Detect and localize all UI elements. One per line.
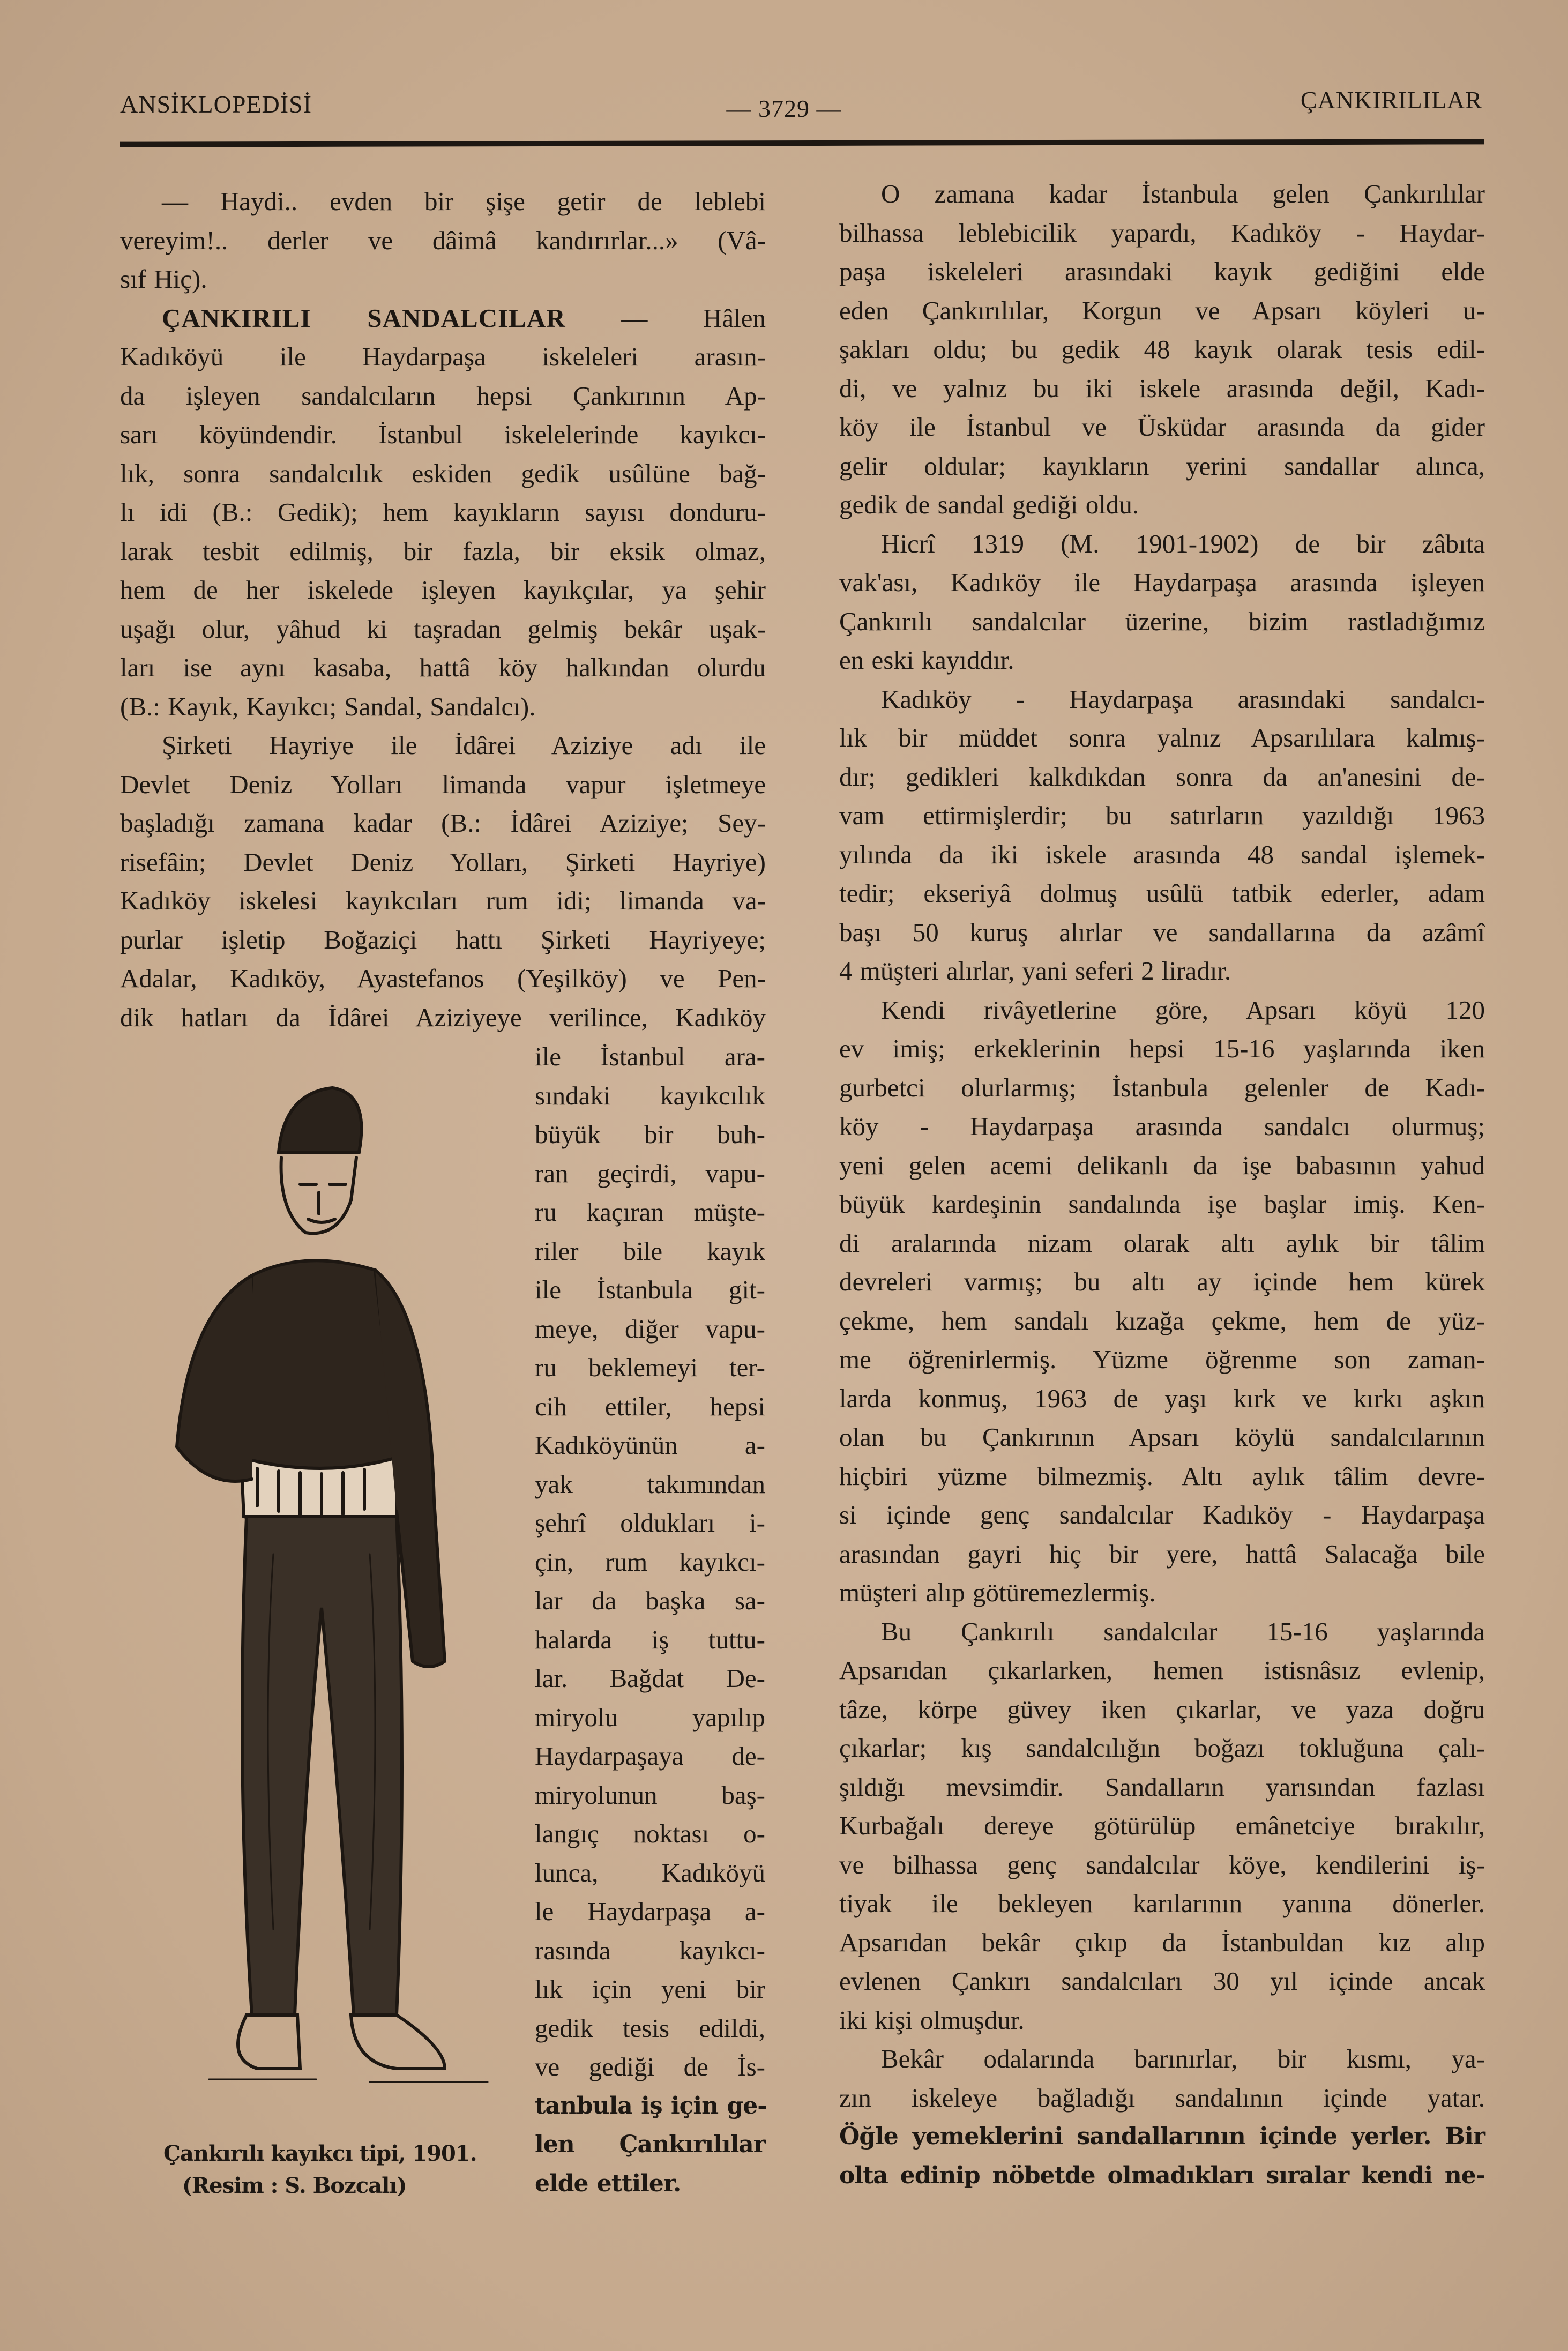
- page-number: — 3729 —: [726, 95, 842, 122]
- text-line: Bu Çankırılı sandalcılar 15-16 yaşlarında: [881, 1616, 1485, 1646]
- text-line: Kadıköy - Haydarpaşa arasındaki sandalcı-: [881, 684, 1485, 714]
- text-line: şıldığı mevsimdir. Sandalların yarısından fazlası: [839, 1772, 1485, 1802]
- text-line: miryolunun baş-: [535, 1780, 765, 1810]
- text-line: len Çankırılılar: [535, 2131, 765, 2158]
- paragraph: [839, 2040, 1485, 2195]
- text-line: Bekâr odalarında barınırlar, bir kısmı, ya-: [881, 2044, 1485, 2073]
- paragraph: [839, 175, 1485, 525]
- paragraph: [839, 680, 1485, 991]
- text-line: tedir; ekseriyâ dolmuş usûlü tatbik ederler, adam: [839, 878, 1485, 908]
- text-line: çekme, hem sandalı kızağa çekme, hem de yüz-: [839, 1305, 1485, 1335]
- text-line: dik hatları da İdârei Aziziyeye verilince, Kadıköy: [120, 1002, 766, 1032]
- text-line: di, ve yalnız bu iki iskele arasında değil, Kadı-: [839, 373, 1485, 403]
- text-line: bilhassa leblebicilik yapardı, Kadıköy - Haydar-: [839, 218, 1485, 248]
- text-line: olan bu Çankırının Apsarı köylü sandalcılarının: [839, 1422, 1485, 1452]
- text-line: riler bile kayık: [535, 1236, 765, 1266]
- text-line: Apsarıdan bekâr çıkıp da İstanbuldan kız alıp: [839, 1927, 1485, 1957]
- text-line: Hicrî 1319 (M. 1901-1902) de bir zâbıta: [881, 528, 1485, 558]
- text-line: Kadıköyü ile Haydarpaşa iskeleleri arasın-: [120, 342, 766, 371]
- text-line: Haydarpaşaya de-: [535, 1741, 765, 1771]
- text-line: ru beklemeyi ter-: [535, 1353, 765, 1382]
- text-line: vak'ası, Kadıköy ile Haydarpaşa arasında işleyen: [839, 568, 1485, 597]
- text-line: müşteri alıp götüremezlermiş.: [839, 1578, 1156, 1607]
- text-line: Şirketi Hayriye ile İdârei Aziziye adı ile: [162, 730, 766, 760]
- text-line: lık için yeni bir: [535, 1974, 765, 2004]
- text-line: Kadıköyünün a-: [535, 1430, 765, 1460]
- text-line: Kendi rivâyetlerine göre, Apsarı köyü 120: [881, 995, 1485, 1025]
- text-line: olta edinip nöbetde olmadıkları sıralar kendi ne-: [839, 2161, 1485, 2189]
- text-line: O zamana kadar İstanbula gelen Çankırılılar: [881, 179, 1485, 208]
- text-line: dır; gedikleri kalkdıkdan sonra da an'anesini de-: [839, 762, 1485, 792]
- boatman-illustration: [145, 1072, 520, 2117]
- text-line: meye, diğer vapu-: [535, 1313, 765, 1344]
- text-line: larak tesbit edilmiş, bir fazla, bir eksik olmaz,: [120, 536, 766, 566]
- text-line: rasında kayıkcı-: [535, 1935, 765, 1965]
- text-line: arasından gayri hiç bir yere, hattâ Salacağa bile: [839, 1539, 1485, 1569]
- text-line: lunca, Kadıköyü: [535, 1857, 765, 1887]
- text-line: zın iskeleye bağladığı sandalının içinde yatar.: [839, 2083, 1485, 2113]
- text-line: ları ise aynı kasaba, hattâ köy halkından olurdu: [120, 653, 766, 682]
- text-line: evlenen Çankırı sandalcıları 30 yıl içinde ancak: [839, 1966, 1485, 1996]
- header-rule: [120, 139, 1484, 147]
- text-line: vereyim!.. derler ve dâimâ kandırırlar...» (Vâ-: [120, 225, 766, 255]
- left-column: [120, 182, 766, 1037]
- paragraph: [839, 1613, 1485, 2040]
- paragraph: [120, 726, 766, 1037]
- paragraph: [535, 1038, 765, 2203]
- article-heading: ÇANKIRILI SANDALCILAR: [162, 303, 566, 333]
- text-line: halarda iş tuttu-: [535, 1624, 765, 1654]
- text-line: si içinde genç sandalcılar Kadıköy - Haydarpaşa: [839, 1500, 1485, 1529]
- text-line: Devlet Deniz Yolları limanda vapur işletmeye: [120, 769, 766, 799]
- right-column: [839, 175, 1485, 2195]
- text-line: ile İstanbul ara-: [535, 1042, 765, 1071]
- text-line: miryolu yapılıp: [535, 1702, 765, 1732]
- text-line: [120, 299, 766, 338]
- text-line: eden Çankırılılar, Korgun ve Apsarı köyleri u-: [839, 295, 1485, 325]
- text-line: ve bilhassa genç sandalcılar köye, kendilerini iş-: [839, 1849, 1485, 1879]
- text-line: lık bir müddet sonra yalnız Apsarılılara kalmış-: [839, 723, 1485, 752]
- text-line: le Haydarpaşa a-: [535, 1897, 765, 1926]
- text-line: gelir oldular; kayıkların yerini sandallar alınca,: [839, 451, 1485, 481]
- text-line: şehrî oldukları i-: [535, 1508, 765, 1538]
- text-line: — Haydi.. evden bir şişe getir de leblebi: [162, 186, 766, 216]
- text-line: di aralarında nizam olarak altı aylık bir tâlim: [839, 1228, 1485, 1258]
- narrow-column-beside-illustration: [535, 1038, 765, 2203]
- paragraph: [839, 991, 1485, 1613]
- text-line: da işleyen sandalcıların hepsi Çankırının Ap-: [120, 380, 766, 411]
- text-line: tâze, körpe güvey iken çıkarlar, ve yaza doğru: [839, 1694, 1485, 1724]
- text-line: gedik de sandal gediği oldu.: [839, 490, 1139, 519]
- text-line: langıç noktası o-: [535, 1819, 765, 1848]
- text-line: tiyak ile bekleyen karılarının yanına dönerler.: [839, 1889, 1485, 1918]
- text-line: yak takımından: [535, 1469, 765, 1499]
- text-line: cih ettiler, hepsi: [535, 1391, 765, 1421]
- text-line: köy - Haydarpaşa arasında sandalcı olurmuş;: [839, 1111, 1485, 1141]
- text-line: iki kişi olmuşdur.: [839, 2005, 1025, 2035]
- text-line: gurbetci olurlarmış; İstanbula gelenler de Kadı-: [839, 1072, 1485, 1102]
- text-line: ile İstanbula git-: [535, 1275, 765, 1304]
- text-line: Öğle yemeklerini sandallarının içinde yerler. Bir: [839, 2123, 1485, 2150]
- text-line: çin, rum kayıkcı-: [535, 1547, 765, 1577]
- running-header-right: ÇANKIRILILAR: [1300, 86, 1482, 114]
- text-line: uşağı olur, yâhud ki taşradan gelmiş bekâr uşak-: [120, 614, 766, 644]
- text-line: Adalar, Kadıköy, Ayastefanos (Yeşilköy) ve Pen-: [120, 964, 766, 993]
- text-line: (B.: Kayık, Kayıkcı; Sandal, Sandalcı).: [120, 691, 536, 721]
- text-line: hem de her iskelede işleyen kayıkçılar, ya şehir: [120, 575, 766, 604]
- text-line: çıkarlar; kış sandalcılığın boğazı tokluğuna çalı-: [839, 1733, 1485, 1763]
- text-line: purlar işletip Boğaziçi hattı Şirketi Hayriyeye;: [120, 924, 766, 954]
- text-line: köy ile İstanbul ve Üsküdar arasında da gider: [839, 412, 1485, 442]
- text-line: başı 50 kuruş alırlar ve sandallarına da azâmî: [839, 917, 1485, 947]
- text-line: yılında da iki iskele arasında 48 sandal işlemek-: [839, 839, 1485, 869]
- text-line: risefâin; Devlet Deniz Yolları, Şirketi Hayriye): [120, 847, 766, 877]
- text-span: — Hâlen: [621, 303, 766, 333]
- paragraph: [120, 182, 766, 299]
- text-line: devreleri varmış; bu altı ay içinde hem kürek: [839, 1267, 1485, 1296]
- running-header-left: ANSİKLOPEDİSİ: [120, 91, 312, 118]
- text-line: Apsarıdan çıkarlarken, hemen istisnâsız evlenip,: [839, 1655, 1485, 1685]
- text-line: 4 müşteri alırlar, yani seferi 2 liradır.: [839, 956, 1231, 986]
- text-line: lar da başka sa-: [535, 1586, 765, 1615]
- text-line: me öğrenirlermiş. Yüzme öğrenme son zaman-: [839, 1345, 1485, 1374]
- text-line: yeni gelen acemi delikanlı da işe babasının yahud: [839, 1150, 1485, 1180]
- text-line: başladığı zamana kadar (B.: İdârei Aziziye; Sey-: [120, 808, 766, 838]
- text-line: hiçbiri yüzme bilmezmiş. Altı aylık tâlim devre-: [839, 1461, 1485, 1491]
- text-line: lık, sonra sandalcılık eskiden gedik usûlüne bağ-: [120, 458, 766, 488]
- text-line: şakları oldu; bu gedik 48 kayık olarak tesis edil-: [839, 334, 1485, 364]
- text-line: lar. Bağdat De-: [535, 1663, 765, 1693]
- text-line: elde ettiler.: [535, 2169, 681, 2197]
- paragraph: [839, 525, 1485, 680]
- text-line: ev imiş; erkeklerinin hepsi 15-16 yaşlarında iken: [839, 1034, 1485, 1063]
- text-line: ve gediği de İs-: [535, 2052, 765, 2081]
- paragraph: [120, 299, 766, 727]
- illustration-credit: (Resim : S. Bozcalı): [182, 2173, 407, 2198]
- text-line: larda konmuş, 1963 de yaşı kırk ve kırkı aşkın: [839, 1383, 1485, 1413]
- text-line: en eski kayıddır.: [839, 645, 1014, 675]
- text-line: ru kaçıran müşte-: [535, 1197, 765, 1227]
- text-line: Çankırılı sandalcılar üzerine, bizim rastladığımız: [839, 606, 1485, 636]
- text-line: sıf Hiç).: [120, 264, 207, 294]
- text-line: tanbula iş için ge-: [535, 2092, 767, 2119]
- text-line: sarı köyündendir. İstanbul iskelelerinde kayıkcı-: [120, 420, 766, 449]
- text-line: büyük bir buh-: [535, 1119, 765, 1149]
- text-line: lı idi (B.: Gedik); hem kayıkların sayısı donduru-: [120, 497, 766, 527]
- text-line: paşa iskeleleri arasındaki kayık gediğini elde: [839, 257, 1485, 286]
- text-line: gedik tesis edildi,: [535, 2013, 765, 2043]
- text-line: sındaki kayıkcılık: [535, 1080, 765, 1110]
- illustration-caption: Çankırılı kayıkcı tipi, 1901.: [163, 2141, 477, 2166]
- text-line: vam ettirmişlerdir; bu satırların yazıldığı 1963: [839, 801, 1485, 830]
- text-line: ran geçirdi, vapu-: [535, 1158, 765, 1188]
- text-line: Kurbağalı dereye götürülüp emânetciye bırakılır,: [839, 1811, 1485, 1840]
- text-line: Kadıköy iskelesi kayıkcıları rum idi; limanda va-: [120, 886, 766, 915]
- text-line: büyük kardeşinin sandalında işe başlar imiş. Ken-: [839, 1189, 1485, 1219]
